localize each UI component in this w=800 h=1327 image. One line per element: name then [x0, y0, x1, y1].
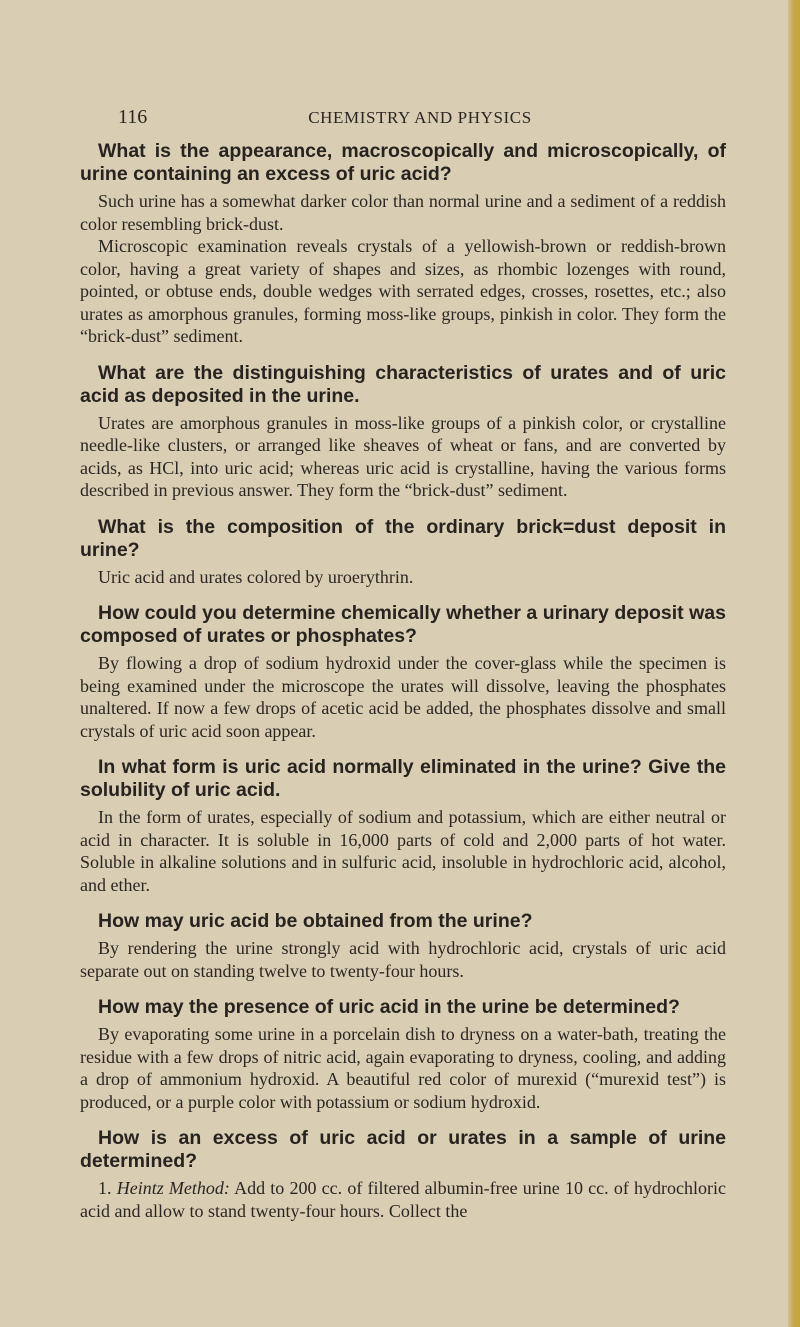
answer-paragraph: [80, 1177, 726, 1222]
page-edge: [788, 0, 800, 1327]
answer-paragraph: In the form of urates, especially of sodium and potassium, which are either neutral or acid in character. It is soluble in 16,000 parts of cold and 2,000 parts of hot water. Soluble in alkaline solutions and in sulfuric acid, insoluble in hydrochloric acid, alcohol, and ether.: [80, 807, 726, 895]
qa-block: [80, 516, 726, 589]
question-heading: How may the presence of uric acid in the urine be determined?: [98, 996, 680, 1018]
qa-block: [80, 996, 726, 1113]
answer-paragraph: Urates are amorphous granules in moss-like groups of a pinkish color, or crystalline needle-like clusters, or arranged like sheaves of wheat or fans, and are converted by acids, as HCl, into uric acid; whereas uric acid is crystalline, having the various forms described in previous answer. They form the “brick-dust” sediment.: [80, 412, 726, 500]
answer-paragraph: Such urine has a somewhat darker color than normal urine and a sediment of a reddish color resembling brick-dust.: [80, 191, 726, 234]
page-header: [118, 106, 722, 130]
list-number: 1.: [98, 1178, 112, 1198]
qa-block: [80, 1127, 726, 1222]
qa-block: [80, 756, 726, 896]
question-heading: How is an excess of uric acid or urates in a sample of urine determined?: [80, 1127, 726, 1172]
qa-block: [80, 362, 726, 502]
answer-paragraph: Microscopic examination reveals crystals of a yellowish-brown or reddish-brown color, having a great variety of shapes and sizes, as rhombic lozenges with round, pointed, or obtuse ends, double wedges with serrated edges, crosses, rosettes, etc.; also urates as amorphous granules, forming moss-like groups, pinkish in color. They form the “brick-dust” sediment.: [80, 236, 726, 346]
answer-paragraph: Uric acid and urates colored by uroerythrin.: [98, 566, 414, 587]
qa-block: [80, 140, 726, 348]
method-text: Add to 200 cc. of filtered albumin-free urine 10 cc. of hydrochloric acid and allow to stand twenty-four hours. Collect the: [80, 1178, 726, 1221]
question-heading: What is the composition of the ordinary brick=dust deposit in urine?: [80, 515, 726, 561]
running-title: CHEMISTRY AND PHYSICS: [308, 108, 532, 127]
page-number: 116: [118, 106, 148, 128]
answer-paragraph: By rendering the urine strongly acid with hydrochloric acid, crystals of uric acid separate out on standing twelve to twenty-four hours.: [80, 938, 726, 981]
question-heading: How could you determine chemically whether a urinary deposit was composed of urates or phosphates?: [80, 602, 726, 647]
qa-block: [80, 602, 726, 742]
question-heading: In what form is uric acid normally eliminated in the urine? Give the solubility of uric acid.: [80, 756, 726, 801]
answer-paragraph: By flowing a drop of sodium hydroxid under the cover-glass while the specimen is being examined under the microscope the urates will dissolve, leaving the phosphates unaltered. If now a few drops of acetic acid be added, the phosphates dissolve and small crystals of uric acid soon appear.: [80, 653, 726, 741]
method-name: Heintz Method:: [116, 1178, 230, 1198]
question-heading: What are the distinguishing characteristics of urates and of uric acid as deposited in the urine.: [80, 361, 726, 407]
question-heading: What is the appearance, macroscopically and microscopically, of urine containing an excess of uric acid?: [80, 140, 726, 185]
qa-block: [80, 910, 726, 982]
question-heading: How may uric acid be obtained from the urine?: [98, 910, 533, 932]
answer-paragraph: By evaporating some urine in a porcelain dish to dryness on a water-bath, treating the residue with a few drops of nitric acid, again evaporating to dryness, cooling, and adding a drop of ammonium hydroxid. A beautiful red color of murexid (“murexid test”) is produced, or a purple color with potassium or sodium hydroxid.: [80, 1024, 726, 1112]
page-body: [80, 140, 726, 1236]
